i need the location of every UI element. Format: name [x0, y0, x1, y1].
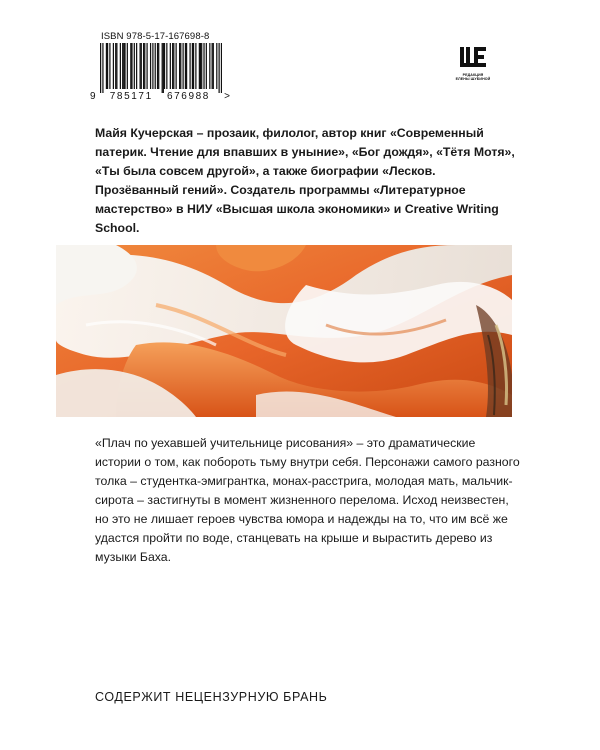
barcode-bar [206, 43, 207, 89]
barcode-bar [120, 43, 121, 89]
publisher-logo-caption-2: ЕЛЕНЫ ШУБИНОЙ [455, 77, 491, 82]
barcode-bar [185, 43, 186, 89]
barcode-bar [173, 43, 174, 89]
barcode-group-left: 785171 [109, 91, 153, 102]
barcode-bar [102, 43, 103, 93]
barcode-bar [146, 43, 147, 89]
barcode-bar [163, 43, 164, 93]
barcode-bar [134, 43, 135, 89]
barcode-bar [124, 43, 125, 89]
barcode-bar [213, 43, 214, 89]
barcode-bar [116, 43, 117, 89]
barcode-lead-digit: 9 [90, 91, 96, 102]
barcode-bar [164, 43, 165, 89]
barcode-bar [123, 43, 124, 89]
barcode-bar [107, 43, 108, 89]
barcode-bar [113, 43, 114, 89]
barcode-bar [216, 43, 217, 89]
barcode-bar [195, 43, 196, 89]
barcode-bar [203, 43, 204, 89]
barcode-bar [140, 43, 141, 89]
barcode [100, 43, 222, 93]
barcode-bar [221, 43, 222, 93]
book-annotation: «Плач по уехавшей учительнице рисования» – это драматические истории о том, как побороть тьму внутри себя. Персонажи самого разного толка – студентка-эмигрантка, монах-расстрига, молодая мать, мальчик-сирота – застигнуты в момент жизненного перелома. Исход неизвестен, но это не лишает героев чувства юмора и надежды на то, что им всё же удастся пройти по воде, станцевать на крыше и вырастить дерево из музыки Баха. [95, 436, 520, 564]
barcode-bar [122, 43, 123, 89]
isbn-label: ISBN 978-5-17-167698-8 [101, 31, 210, 42]
barcode-bar [152, 43, 153, 89]
barcode-bar [150, 43, 151, 89]
barcode-bar [158, 43, 159, 89]
barcode-bar [130, 43, 131, 89]
barcode-bar [179, 43, 180, 89]
barcode-bar [209, 43, 210, 89]
content-warning: СОДЕРЖИТ НЕЦЕНЗУРНУЮ БРАНЬ [95, 690, 328, 704]
barcode-group-right: 676988 [166, 91, 210, 102]
barcode-bar [201, 43, 202, 89]
barcode-bar [141, 43, 142, 89]
barcode-bar [157, 43, 158, 89]
barcode-bar [100, 43, 101, 93]
paint-strokes-artwork [56, 245, 512, 417]
barcode-bar [186, 43, 187, 89]
barcode-bar [155, 43, 156, 89]
barcode-bar [136, 43, 137, 89]
barcode-bar [193, 43, 194, 89]
barcode-bar [192, 43, 193, 89]
barcode-bar [199, 43, 200, 89]
barcode-digits [90, 91, 230, 102]
barcode-bar [170, 43, 171, 89]
barcode-bar [219, 43, 220, 93]
barcode-bar [131, 43, 132, 89]
barcode-bars [100, 43, 222, 93]
paint-strokes-image [56, 245, 512, 417]
barcode-bar [189, 43, 190, 89]
barcode-bar [162, 43, 163, 93]
barcode-bar [200, 43, 201, 89]
barcode-bar [127, 43, 128, 89]
barcode-bar [166, 43, 167, 89]
author-bio: Майя Кучерская – прозаик, филолог, автор книг «Современный патерик. Чтение для впавших в уныние», «Бог дождя», «Тётя Мотя», «Ты была совсем другой», а также биографии «Лесков. Прозёванный гений». Создатель программы «Литературное мастерство» в НИУ «Высшая школа экономики» и Creative Writing School. [95, 126, 515, 235]
barcode-bar [109, 43, 110, 89]
publisher-logo [446, 43, 500, 93]
barcode-bar [115, 43, 116, 89]
barcode-bar [144, 43, 145, 89]
barcode-bar [143, 43, 144, 89]
publisher-logo-mark [460, 43, 486, 71]
barcode-bar [212, 43, 213, 89]
barcode-bar [183, 43, 184, 89]
barcode-bar [180, 43, 181, 89]
publisher-logo-caption-1: РЕДАКЦИЯ [462, 73, 484, 77]
barcode-bar [106, 43, 107, 89]
barcode-tail-mark: > [224, 91, 230, 102]
barcode-bar [176, 43, 177, 89]
barcode-bar [172, 43, 173, 89]
